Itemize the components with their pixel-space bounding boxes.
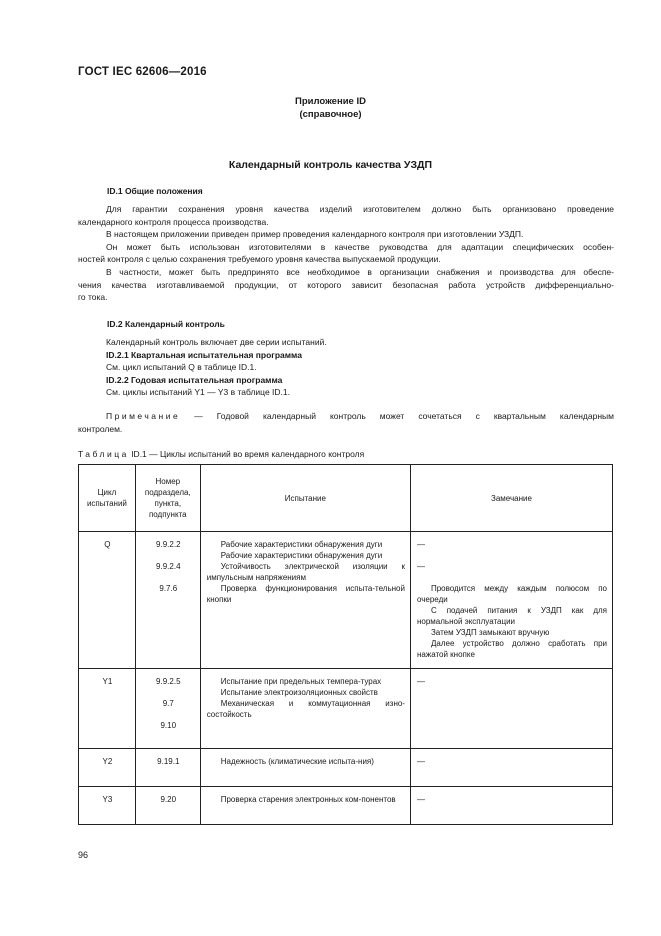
remark-item: —	[416, 757, 425, 766]
remark-item: Проводится между каждым полюсом по очереди	[416, 584, 607, 604]
cell-remark	[410, 787, 612, 825]
table-row	[79, 787, 613, 825]
header-text: Замечание	[491, 493, 532, 503]
cell-test	[200, 532, 410, 669]
cell-remark	[410, 749, 612, 787]
paragraph: В настоящем приложении приведен пример проведения календарного контроля при изготовлении УЗДП.	[106, 229, 524, 240]
cell-clause	[135, 787, 200, 825]
table-row	[79, 669, 613, 749]
cell-test	[200, 669, 410, 749]
paragraph-cont: календарного контроля процесса производства.	[78, 216, 269, 227]
clause-number: 9.9.2.4	[156, 562, 181, 571]
table-caption-text: ID.1 — Циклы испытаний во время календарного контроля	[128, 449, 365, 459]
column-header-remark	[410, 465, 612, 532]
cell-cycle	[79, 787, 136, 825]
remark-item: —	[416, 795, 425, 804]
test-item: Испытание при предельных темпера-турах	[220, 677, 382, 686]
cell-remark	[410, 669, 612, 749]
cell-test	[200, 749, 410, 787]
section-heading-id1: ID.1 Общие положения	[107, 186, 203, 196]
paragraph-cont: го тока.	[78, 292, 108, 303]
standard-designation: ГОСТ IEC 62606—2016	[78, 66, 207, 78]
section-id1-body	[78, 203, 614, 304]
test-item: Надежность (климатические испыта-ния)	[220, 757, 374, 766]
table-caption	[78, 449, 364, 459]
clause-number: 9.9.2.5	[156, 677, 181, 686]
table-row	[79, 532, 613, 669]
section-heading-id2: ID.2 Календарный контроль	[107, 319, 225, 329]
cell-clause	[135, 749, 200, 787]
note	[78, 410, 614, 435]
cell-cycle	[79, 532, 136, 669]
note-line	[78, 410, 614, 423]
table-header-row	[79, 465, 613, 532]
test-list	[201, 669, 410, 728]
paragraph: Для гарантии сохранения уровня качества изделий изготовителем должно быть организовано проведение	[106, 204, 614, 214]
cell-clause	[135, 669, 200, 749]
test-item: Проверка старения электронных ком-понентов	[220, 795, 396, 804]
test-item: Рабочие характеристики обнаружения дуги	[220, 540, 383, 549]
paragraph: В частности, может быть предпринято все необходимое в организации снабжения и производства для обеспе-	[106, 266, 614, 277]
cell-test	[200, 787, 410, 825]
paragraph: Он может быть использован изготовителями в качестве руководства для адаптации специфических особен-	[106, 241, 614, 252]
test-cycles-table	[78, 464, 613, 825]
note-cont: контролем.	[78, 423, 123, 434]
cycle-text: Y3	[102, 795, 113, 804]
header-text: Номер подраздела, пункта, подпункта	[144, 477, 191, 519]
cell-cycle	[79, 749, 136, 787]
remark-item: —	[416, 540, 425, 549]
column-header-test	[200, 465, 410, 532]
annex-type: (справочное)	[299, 109, 362, 120]
table-caption-label: Таблица	[78, 449, 129, 459]
test-item: Устойчивость электрической изоляции к импульсным напряжениям	[206, 562, 405, 582]
paragraph-cont: ностей контроля с целью сохранения требуемого уровня качества выпускаемой продукции.	[78, 254, 441, 265]
clause-number: 9.7	[162, 699, 174, 708]
remark-list	[411, 532, 612, 668]
column-header-clause	[135, 465, 200, 532]
clause-number: 9.20	[160, 795, 177, 804]
clause-number: 9.10	[160, 721, 177, 730]
test-item: Рабочие характеристики обнаружения дуги	[220, 551, 383, 560]
page-number: 96	[78, 850, 89, 860]
clause-list	[136, 532, 200, 602]
test-item: Испытание электроизоляционных свойств	[220, 688, 378, 697]
table-row	[79, 749, 613, 787]
remark-item: Далее устройство должно сработать при нажатой кнопке	[416, 639, 607, 659]
cycle-text: Q	[104, 540, 111, 549]
test-list	[201, 532, 410, 613]
cell-cycle	[79, 669, 136, 749]
section-id2-body	[78, 336, 614, 399]
column-header-cycle	[79, 465, 136, 532]
remark-item: —	[416, 677, 425, 686]
cycle-text: Y2	[102, 757, 113, 766]
test-item: Проверка функционирования испыта-тельной кнопки	[206, 584, 405, 604]
annex-title: Приложение ID	[295, 96, 366, 107]
cell-clause	[135, 532, 200, 669]
clause-number: 9.19.1	[157, 757, 180, 766]
header-text: Цикл испытаний	[86, 488, 127, 508]
paragraph-cont: чения качества изготавливаемой продукции, от которого зависит безопасная работа устройств дифференциально-	[78, 279, 614, 290]
subsection-heading-id21: ID.2.1 Квартальная испытательная программа	[106, 349, 302, 360]
clause-number: 9.9.2.2	[156, 540, 181, 549]
subsection-heading-id22: ID.2.2 Годовая испытательная программа	[106, 374, 283, 385]
cell-remark	[410, 532, 612, 669]
note-text: — Годовой календарный контроль может сочетаться с квартальным календарным	[180, 411, 614, 421]
paragraph: Календарный контроль включает две серии испытаний.	[106, 337, 327, 347]
header-text: Испытание	[284, 493, 326, 503]
paragraph: См. цикл испытаний Q в таблице ID.1.	[106, 362, 257, 373]
clause-list	[136, 669, 200, 739]
cycle-text: Y1	[102, 677, 113, 686]
remark-item: —	[416, 562, 425, 571]
remark-item: С подачей питания к УЗДП как для нормальной эксплуатации	[416, 606, 607, 626]
note-label: Примечание	[106, 411, 181, 421]
remark-item: Затем УЗДП замыкают вручную	[430, 628, 550, 637]
paragraph: См. циклы испытаний Y1 — Y3 в таблице ID.1.	[106, 387, 290, 398]
test-item: Механическая и коммутационная изно-состойкость	[206, 699, 405, 719]
clause-number: 9.7.6	[159, 584, 178, 593]
remark-list	[411, 669, 612, 695]
main-title: Календарный контроль качества УЗДП	[228, 159, 433, 171]
